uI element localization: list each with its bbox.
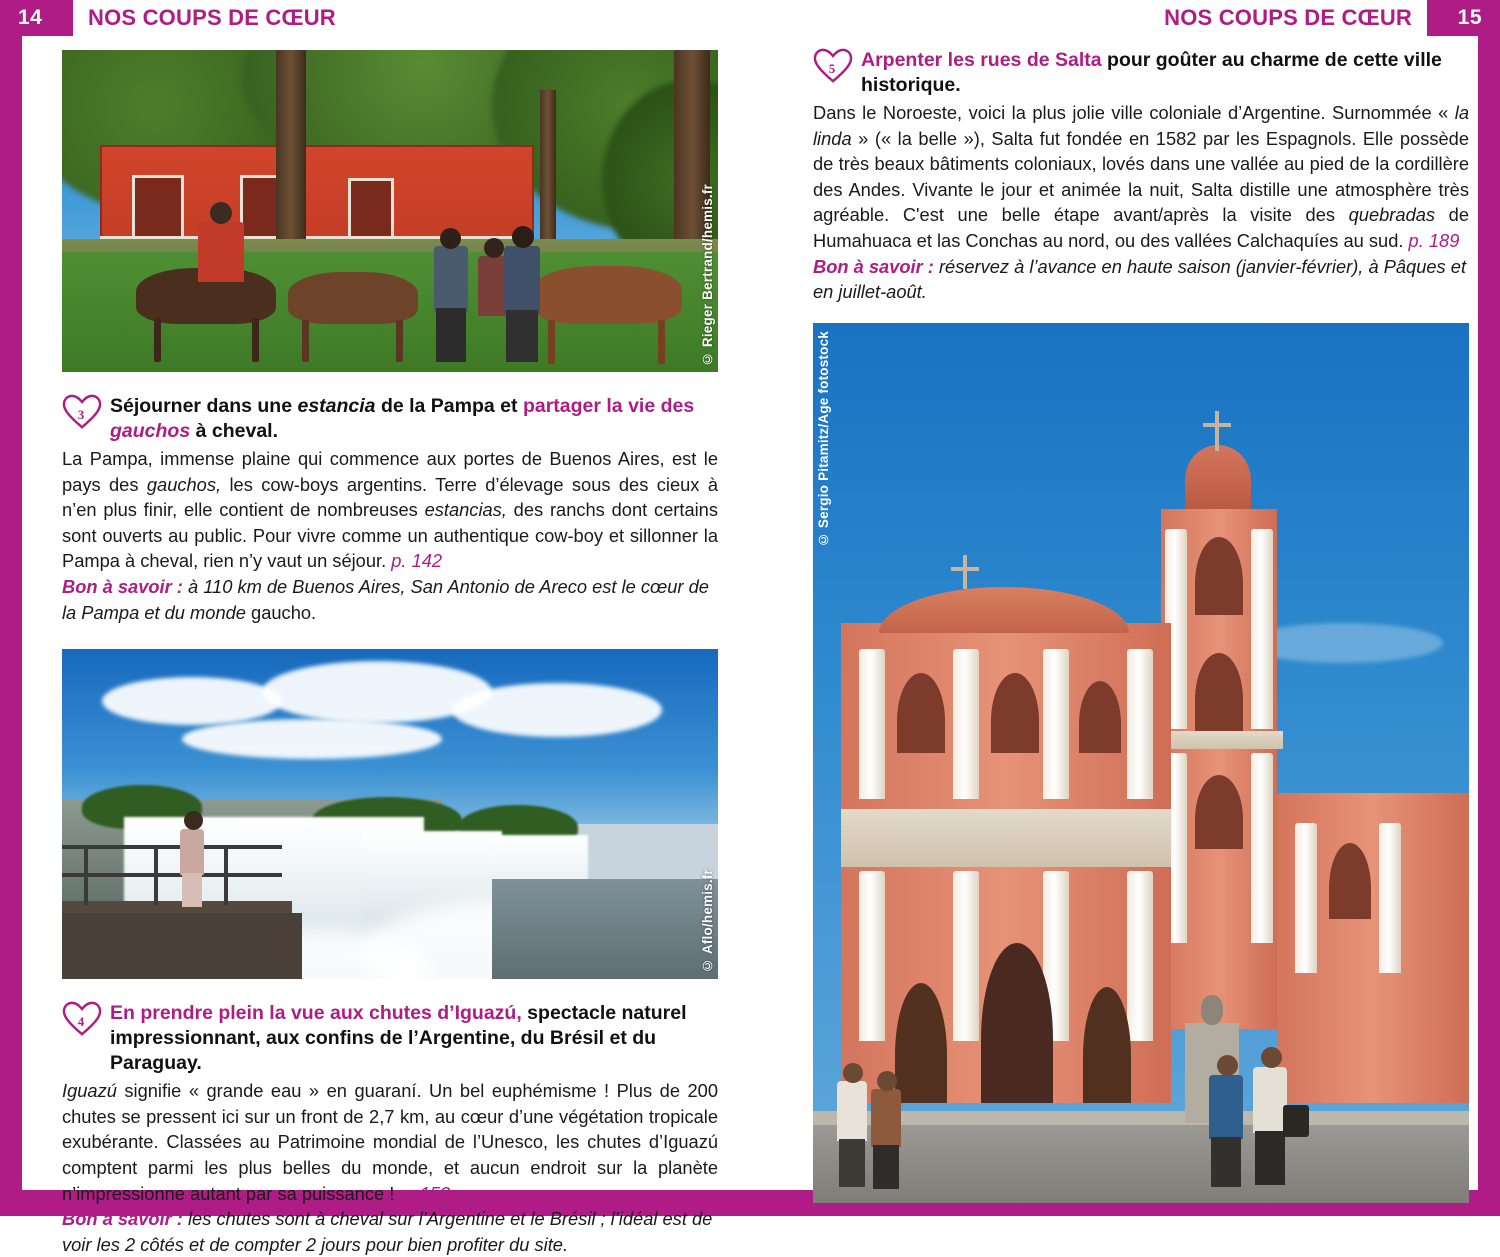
running-head-right: NOS COUPS DE CŒUR <box>1164 5 1412 30</box>
church-facade-column <box>953 871 979 1041</box>
entry-5-page-ref: p. 189 <box>1408 229 1460 251</box>
church-statue <box>1201 995 1223 1025</box>
platform-post <box>84 845 88 905</box>
entry-5-tip-label: Bon à savoir : <box>813 255 934 277</box>
gaucho-standing <box>504 246 540 314</box>
entry-4-number: 4 <box>77 1014 85 1030</box>
horse-leg <box>154 318 161 362</box>
church-facade-column <box>859 649 885 799</box>
entry-3-number: 3 <box>77 407 85 422</box>
visitor-head <box>843 1063 863 1083</box>
heart-icon <box>60 1000 104 1038</box>
header-band <box>0 0 1500 40</box>
photo-estancia <box>62 50 718 372</box>
entry-3-body: La Pampa, immense plaine qui commence aux portes de Buenos Aires, est le pays des gauchos, les cow-boys argentins. Terre d’élevage sous des cieux à n’en plus finir, elle contient de nombreuses estancias, des ranchs dont certains sont ouverts au public. Pour vivre comme un authentique cow-boy et sillonner la Pampa à cheval, rien n’y vaut un séjour. p. 142 <box>62 448 718 572</box>
church-plaza-ground <box>813 1123 1469 1203</box>
horse-leg <box>396 320 403 362</box>
photo-credit-iguazu: © Aflo/hemis.fr <box>700 869 715 974</box>
estancia-window <box>132 175 184 243</box>
visitor-head <box>877 1071 897 1091</box>
church-cross <box>1215 411 1219 451</box>
visitor-legs <box>182 873 202 907</box>
horse-leg <box>252 318 259 362</box>
entry-4 <box>62 1001 718 1257</box>
gaucho-head <box>484 238 504 258</box>
photo-credit-estancia: © Rieger Bertrand/hemis.fr <box>700 183 715 366</box>
entry-4-tip-label: Bon à savoir : <box>62 1208 183 1230</box>
church-cross <box>1203 423 1231 427</box>
page-number-right: 15 <box>1427 0 1500 36</box>
church-right-wing-column <box>1379 823 1401 973</box>
gaucho-legs <box>436 308 466 362</box>
gaucho-standing <box>434 246 468 312</box>
visitor-figure <box>1209 1075 1243 1139</box>
visitor-legs <box>873 1145 899 1189</box>
entry-3-tip: Bon à savoir : à 110 km de Buenos Aires, San Antonio de Areco est le cœur de la Pampa et du monde gaucho. <box>62 575 709 623</box>
horse-leg <box>548 320 555 364</box>
gaucho-head <box>210 202 232 224</box>
entry-4-body: Iguazú signifie « grande eau » en guaraní. Un bel euphémisme ! Plus de 200 chutes se pressent ici sur un front de 2,7 km, au cœur d’une végétation tropicale exubérante. Classées au Patrimoine mondial de l’Unesco, les chutes d’Iguazú comptent parmi les plus belles du monde, et aucun endroit sur la planète n’impressionne autant par sa puissance ! p. 153 <box>62 1080 718 1204</box>
entry-4-tip: Bon à savoir : les chutes sont à cheval sur l’Argentine et le Brésil ; l’idéal est de voir les 2 côtés et de compter 2 jours pour bien profiter du site. <box>62 1208 713 1255</box>
entry-3-page-ref: p. 142 <box>391 550 443 572</box>
running-head-left: NOS COUPS DE CŒUR <box>88 5 336 30</box>
church-facade-column <box>1127 871 1153 1041</box>
visitor-figure <box>180 829 204 875</box>
entry-3 <box>62 394 718 625</box>
page-number-left: 14 <box>0 0 73 36</box>
gaucho-legs <box>506 310 538 362</box>
gaucho-head <box>440 228 461 249</box>
entry-4-heading-text: En prendre plein la vue aux chutes d’Iguazú, spectacle naturel impressionnant, aux confins de l’Argentine, du Brésil et du Paraguay. <box>110 1002 687 1075</box>
entry-3-tip-label: Bon à savoir : <box>62 575 183 597</box>
visitor-head <box>1217 1055 1238 1076</box>
falls-basin <box>492 879 718 979</box>
cloud <box>102 677 282 725</box>
church-tower-column <box>1251 753 1273 943</box>
visitor-figure <box>837 1081 867 1141</box>
visitor-figure <box>1253 1067 1287 1133</box>
church-facade-column <box>1043 649 1069 799</box>
platform-rail <box>62 845 282 849</box>
viewing-platform <box>62 901 292 913</box>
horse-leg <box>302 320 309 362</box>
cloud <box>452 683 662 737</box>
gaucho-head <box>512 226 534 248</box>
church-facade-column <box>953 649 979 799</box>
photo-credit-salta: © Sergio Pitamitz/Age fotostock <box>816 330 831 547</box>
church-tower-frieze <box>1157 731 1283 749</box>
entry-4-page-ref: p. 153 <box>399 1182 451 1204</box>
church-facade-column <box>859 871 885 1041</box>
heart-icon <box>60 393 104 431</box>
church-facade-cross <box>951 567 979 571</box>
church-right-wing-column <box>1295 823 1317 973</box>
church-inscription-band <box>841 809 1171 867</box>
visitor-figure <box>871 1089 901 1147</box>
entry-5-number: 5 <box>828 61 836 76</box>
church-facade-cross <box>963 555 967 589</box>
horse <box>532 266 682 324</box>
gaucho-rider <box>198 222 244 282</box>
entry-5-body: Dans le Noroeste, voici la plus jolie ville coloniale d’Argentine. Surnommée « la linda » (« la belle »), Salta fut fondée en 1582 par les Espagnols. Elle possède de très beaux bâtiments coloniaux, lovés dans une vallée au pied de la cordillère des Andes. Vivante le jour et animée la nuit, Salta distille une atmosphère très agréable. C'est une belle étape avant/après la visite des quebradas de Humahuaca et las Conchas au nord, ou des vallées Calchaquíes au sud. p. 189 <box>813 102 1469 251</box>
church-tower-column <box>1251 529 1273 729</box>
horse <box>288 272 418 324</box>
church-facade-column <box>1127 649 1153 799</box>
church-step <box>813 1111 1469 1125</box>
entry-3-heading <box>62 394 718 444</box>
visitor-legs <box>1211 1137 1241 1187</box>
heart-icon <box>811 47 855 85</box>
visitor-head <box>1261 1047 1282 1068</box>
photo-iguazu <box>62 649 718 979</box>
entry-4-heading <box>62 1001 718 1076</box>
visitor-legs <box>1255 1131 1285 1185</box>
platform-post <box>224 845 228 905</box>
entry-5-heading-text: Arpenter les rues de Salta pour goûter au charme de cette ville historique. <box>861 49 1442 96</box>
horse-leg <box>658 320 665 364</box>
entry-5-heading <box>813 48 1469 98</box>
entry-3-heading-text: Séjourner dans une estancia de la Pampa et partager la vie des gauchos à cheval. <box>110 395 695 442</box>
church-tower-spire <box>1185 445 1251 515</box>
platform-rail <box>62 873 282 877</box>
cloud <box>182 719 442 759</box>
platform-post <box>154 845 158 905</box>
photo-salta <box>813 323 1469 1203</box>
visitor-bag <box>1283 1105 1309 1137</box>
spread-gutter <box>748 0 752 1190</box>
platform-understructure <box>62 913 302 979</box>
visitor-legs <box>839 1139 865 1187</box>
estancia-window <box>348 178 394 239</box>
entry-5-tip: Bon à savoir : réservez à l’avance en haute saison (janvier-février), à Pâques et en juillet-août. <box>813 255 1467 303</box>
entry-5 <box>813 48 1469 305</box>
